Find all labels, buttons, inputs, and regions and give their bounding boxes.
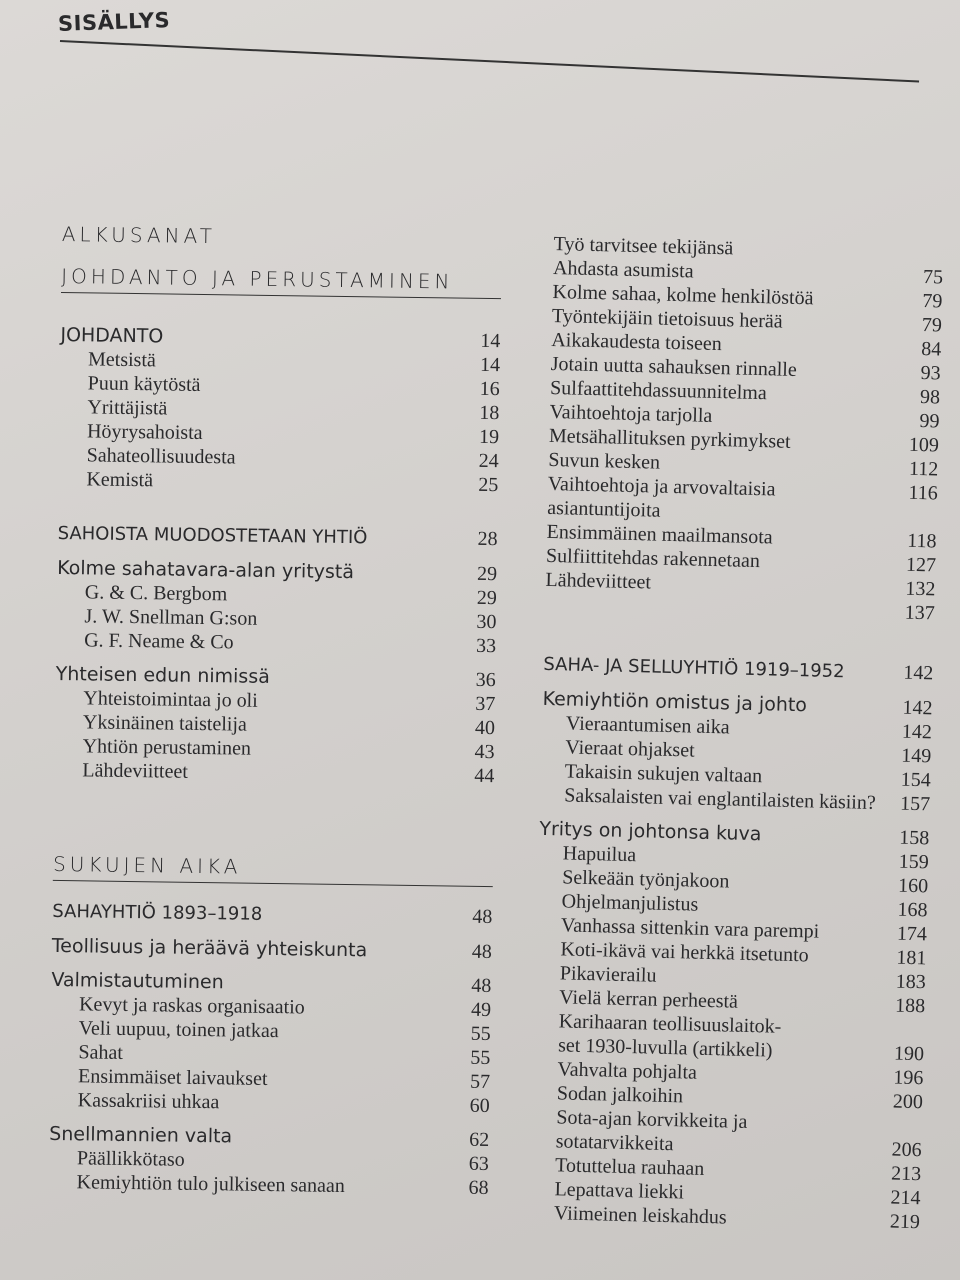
toc-right-column bbox=[530, 232, 944, 1234]
toc-entry-page: 29 bbox=[476, 586, 497, 610]
toc-entry-page: 14 bbox=[479, 353, 501, 377]
toc-entry-page: 55 bbox=[470, 1022, 491, 1046]
toc-entry-title: Karihaaran teollisuuslaitok- bbox=[558, 1010, 782, 1038]
toc-entry-title: Lepattava liekki bbox=[554, 1178, 685, 1204]
toc-entry-title: Sota-ajan korvikkeita ja bbox=[556, 1106, 748, 1133]
toc-entry-page: 79 bbox=[921, 314, 943, 337]
toc-entry-page: 154 bbox=[900, 768, 931, 792]
toc-entry-page: 37 bbox=[475, 692, 496, 716]
toc-entry-title: Yksinäinen taistelija bbox=[82, 711, 248, 736]
toc-entry-page bbox=[897, 522, 937, 523]
toc-entry-page: 98 bbox=[919, 385, 941, 409]
header-rule bbox=[60, 40, 919, 83]
toc-entry-title: Vieraat ohjakset bbox=[565, 736, 695, 762]
toc-entry-title: Vielä kerran perheestä bbox=[559, 986, 739, 1013]
toc-entry-page: 137 bbox=[904, 601, 936, 625]
toc-entry-page: 168 bbox=[897, 898, 928, 922]
section-kolme[interactable]: Kolme sahatavara-alan yritystä 29 bbox=[57, 556, 498, 586]
toc-entry-page: 33 bbox=[475, 634, 497, 658]
toc-entry-title: Vanhassa sittenkin vara parempi bbox=[560, 914, 820, 943]
toc-entry-page: 84 bbox=[920, 338, 942, 361]
toc-entry-title: Pikavierailu bbox=[559, 962, 657, 987]
section-yritys[interactable]: Yritys on johtonsa kuva 158 bbox=[539, 817, 930, 850]
toc-entry-title: Sulfiittitehdas rakennetaan bbox=[545, 544, 761, 573]
toc-entry-title: Vieraantumisen aika bbox=[565, 712, 730, 739]
toc-entry-title: Hapuilua bbox=[562, 842, 637, 867]
toc-entry-page: 25 bbox=[478, 473, 499, 497]
section-snellmannien[interactable]: Snellmannien valta 62 bbox=[49, 1122, 490, 1152]
toc-entry-page: 190 bbox=[893, 1042, 925, 1066]
toc-entry-title: Suvun kesken bbox=[548, 448, 661, 474]
chapter-sahoista[interactable]: SAHOISTA MUODOSTETAAN YHTIÖ 28 bbox=[57, 522, 498, 551]
toc-entry-page: 57 bbox=[469, 1070, 491, 1094]
alkusanat-heading[interactable]: ALKUSANAT bbox=[61, 222, 217, 249]
toc-entry-page: 40 bbox=[474, 716, 496, 740]
chapter-sahayhtio[interactable]: SAHAYHTIÖ 1893–1918 48 bbox=[52, 900, 493, 929]
toc-entry-title: G. & C. Bergbom bbox=[84, 581, 228, 606]
toc-entry-page: 30 bbox=[476, 610, 497, 634]
toc-entry-page: 160 bbox=[897, 874, 929, 898]
toc-entry-page: 68 bbox=[468, 1176, 489, 1200]
toc-entry-title: Kemistä bbox=[86, 468, 154, 492]
toc-left-column bbox=[48, 222, 502, 1200]
part-heading-sukujen: SUKUJEN AIKA bbox=[53, 852, 493, 887]
toc-entry-title: Höyrysahoista bbox=[86, 420, 203, 444]
toc-entry-page: 219 bbox=[889, 1210, 921, 1234]
toc-entry-title: Sahateollisuudesta bbox=[86, 444, 236, 469]
toc-entry-page: 112 bbox=[908, 457, 939, 481]
toc-entry[interactable] bbox=[48, 1170, 488, 1200]
section-yhteisen[interactable]: Yhteisen edun nimissä 36 bbox=[55, 662, 496, 692]
toc-entry-page: 188 bbox=[894, 994, 926, 1018]
toc-entry-title: Työntekijäin tietoisuus herää bbox=[551, 304, 783, 333]
toc-entry-page: 93 bbox=[920, 362, 941, 385]
toc-entry-title: Jotain uutta sahauksen rinnalle bbox=[550, 352, 798, 381]
toc-entry-title: Aikakaudesta toiseen bbox=[551, 328, 723, 356]
toc-entry-title: Kevyt ja raskas organisaatio bbox=[78, 993, 305, 1019]
toc-entry-title: Kemiyhtiön tulo julkiseen sanaan bbox=[76, 1171, 346, 1198]
toc-entry-page: 174 bbox=[896, 922, 928, 946]
toc-entry-title: Koti-ikävä vai herkkä itsetunto bbox=[560, 938, 809, 967]
toc-entry-page: 99 bbox=[919, 409, 940, 433]
toc-entry-page: 19 bbox=[478, 425, 500, 449]
toc-entry-page bbox=[882, 1131, 922, 1132]
toc-entry-title: Saksalaisten vai englantilaisten käsiin? bbox=[563, 784, 877, 815]
toc-entry-page: 127 bbox=[905, 553, 937, 577]
toc-entry-title: Metsähallituksen pyrkimykset bbox=[548, 424, 791, 453]
toc-entry-title: Metsistä bbox=[87, 348, 157, 372]
toc-entry-title: Ensimmäiset laivaukset bbox=[77, 1065, 268, 1090]
toc-entry-page: 181 bbox=[896, 946, 927, 970]
toc-entry-title: Lähdeviitteet bbox=[82, 759, 189, 783]
toc-entry-title: Lähdeviitteet bbox=[545, 568, 652, 594]
toc-entry-page bbox=[903, 259, 943, 260]
toc-entry-title: Totuttelua rauhaan bbox=[554, 1154, 705, 1180]
toc-entry-page: 49 bbox=[470, 998, 492, 1022]
toc-entry-title: Yhtiön perustaminen bbox=[82, 735, 252, 760]
toc-entry-title: Selkeään työnjakoon bbox=[561, 866, 730, 893]
toc-entry-title: set 1930-luvulla (artikkeli) bbox=[557, 1034, 773, 1062]
toc-entry-page: 118 bbox=[907, 529, 937, 553]
toc-entry-page: 157 bbox=[899, 792, 931, 816]
toc-entry-title: Takaisin sukujen valtaan bbox=[564, 760, 763, 788]
toc-entry-title: Yrittäjistä bbox=[87, 396, 168, 420]
toc-entry-page: 116 bbox=[908, 481, 938, 505]
toc-entry-page: 79 bbox=[922, 290, 943, 313]
toc-entry-title: Työ tarvitsee tekijänsä bbox=[553, 232, 734, 260]
section-kemiyhtion[interactable]: Kemiyhtiön omistus ja johto 142 bbox=[542, 687, 933, 720]
toc-entry-page: 75 bbox=[922, 266, 944, 289]
toc-entry-title: asiantuntijoita bbox=[546, 496, 661, 522]
toc-entry-page: 196 bbox=[893, 1066, 924, 1090]
toc-entry-title: Vahvalta pohjalta bbox=[557, 1058, 698, 1084]
toc-entry-title: Puun käytöstä bbox=[87, 372, 201, 396]
toc-entry-page: 63 bbox=[468, 1152, 490, 1176]
toc-entry-page: 132 bbox=[905, 577, 936, 601]
toc-entry-title: Yhteistoimintaa jo oli bbox=[83, 687, 258, 712]
chapter-johdanto[interactable]: JOHDANTO 14 bbox=[60, 323, 501, 353]
toc-entry-title: Sahat bbox=[78, 1041, 123, 1064]
toc-entry-title: Kassakriisi uhkaa bbox=[77, 1089, 220, 1114]
toc-entry-page: 213 bbox=[890, 1162, 922, 1186]
toc-entry-page: 44 bbox=[474, 764, 495, 788]
toc-entry-title: Vaihtoehtoja tarjolla bbox=[549, 400, 713, 427]
toc-entry-title: Veli uupuu, toinen jatkaa bbox=[78, 1017, 279, 1043]
toc-entry-page: 206 bbox=[891, 1138, 922, 1162]
toc-entry-page: 55 bbox=[470, 1046, 491, 1070]
page-title: SISÄLLYS bbox=[57, 8, 171, 36]
toc-entry-title: Päällikkötaso bbox=[76, 1147, 185, 1171]
toc-entry-title: Ensimmäinen maailmansota bbox=[546, 520, 773, 549]
toc-entry-page: 18 bbox=[479, 401, 500, 425]
part-heading-johdanto: JOHDANTO JA PERUSTAMINEN bbox=[61, 264, 501, 299]
toc-entry-page: 183 bbox=[895, 970, 927, 994]
toc-entry-title: J. W. Snellman G:son bbox=[84, 605, 258, 630]
toc-entry-title: Ahdasta asumista bbox=[552, 256, 694, 283]
toc-entry-page bbox=[884, 1035, 924, 1036]
toc-entry-title: Ohjelmanjulistus bbox=[561, 890, 699, 916]
toc-entry-page: 149 bbox=[901, 744, 932, 768]
toc-entry-title: Sulfaattitehdassuunnitelma bbox=[549, 376, 768, 405]
toc-entry-page: 200 bbox=[892, 1090, 924, 1114]
chapter-saha[interactable]: SAHA- JA SELLUYHTIÖ 1919–1952 142 bbox=[543, 653, 934, 685]
toc-entry-page: 60 bbox=[469, 1094, 490, 1118]
toc-entry-page: 214 bbox=[890, 1186, 921, 1210]
toc-entry-title: Vaihtoehtoja ja arvovaltaisia bbox=[547, 472, 776, 501]
toc-entry-title: G. F. Neame & Co bbox=[84, 629, 234, 654]
toc-entry-page: 142 bbox=[901, 720, 933, 744]
toc-entry-page: 16 bbox=[479, 377, 500, 401]
toc-entry-title: Kolme sahaa, kolme henkilöstöä bbox=[552, 280, 814, 310]
section-valmistautuminen[interactable]: Valmistautuminen 48 bbox=[51, 968, 492, 998]
toc-entry-page: 159 bbox=[898, 850, 929, 874]
toc-entry-title: Sodan jalkoihin bbox=[556, 1082, 684, 1108]
toc-entry-page: 24 bbox=[478, 449, 499, 473]
toc-entry-page: 109 bbox=[908, 433, 940, 457]
toc-entry-title: sotatarvikkeita bbox=[555, 1130, 674, 1156]
section-teollisuus[interactable]: Teollisuus ja heräävä yhteiskunta 48 bbox=[51, 934, 493, 964]
toc-entry-title: Viimeinen leiskahdus bbox=[553, 1202, 727, 1229]
toc-entry-page: 43 bbox=[474, 740, 495, 764]
